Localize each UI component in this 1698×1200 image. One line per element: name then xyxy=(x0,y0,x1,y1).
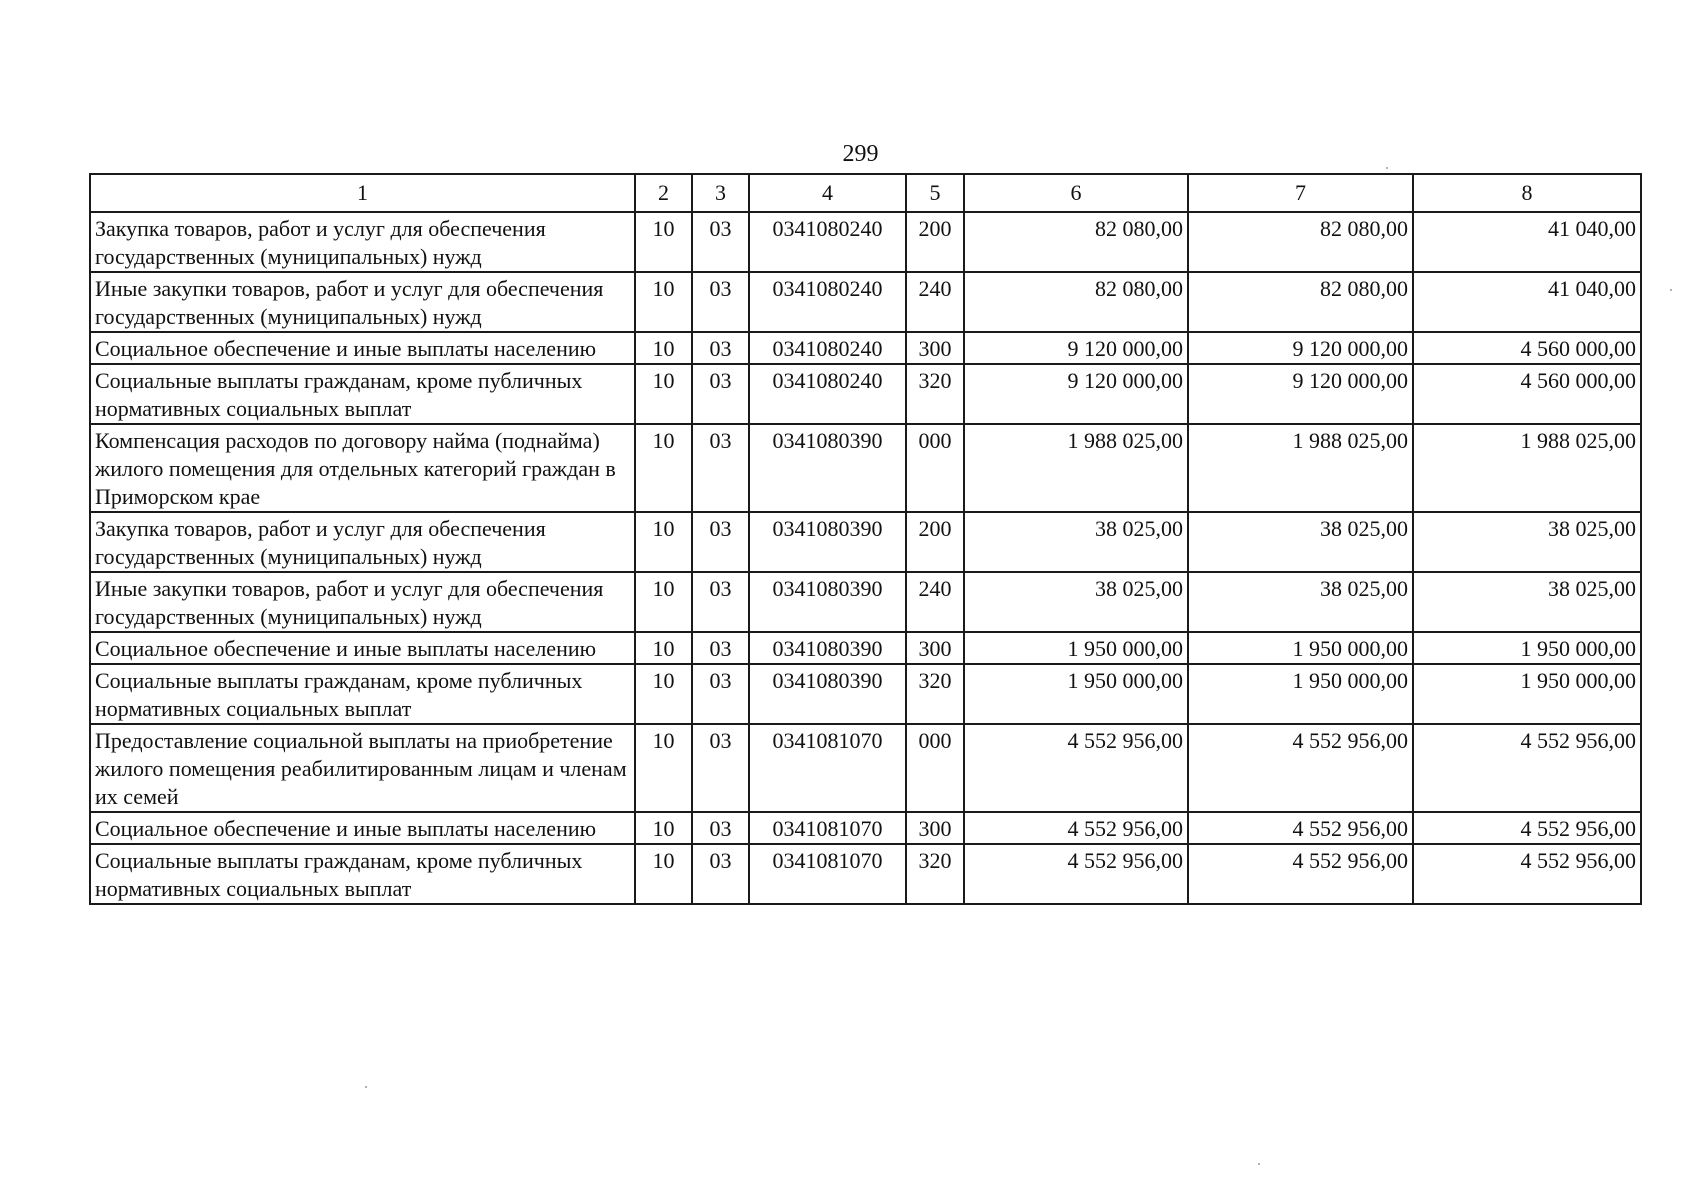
section-cell: 10 xyxy=(635,632,692,664)
section-cell: 10 xyxy=(635,512,692,572)
amount-col7-cell: 38 025,00 xyxy=(1188,512,1413,572)
expense-type-cell: 320 xyxy=(906,844,964,904)
amount-col8-cell: 41 040,00 xyxy=(1413,212,1641,272)
subsection-cell: 03 xyxy=(692,572,749,632)
expense-type-cell: 000 xyxy=(906,424,964,512)
subsection-cell: 03 xyxy=(692,844,749,904)
expense-type-cell: 300 xyxy=(906,812,964,844)
subsection-cell: 03 xyxy=(692,724,749,812)
amount-col8-cell: 4 560 000,00 xyxy=(1413,364,1641,424)
table-row xyxy=(90,332,1641,364)
section-cell: 10 xyxy=(635,572,692,632)
amount-col7-cell: 1 988 025,00 xyxy=(1188,424,1413,512)
row-name-cell: Предоставление социальной выплаты на приобретение жилого помещения реабилитированным лицам и членам их семей xyxy=(90,724,635,812)
table-row xyxy=(90,272,1641,332)
scan-speck xyxy=(1670,289,1672,291)
amount-col6-cell: 9 120 000,00 xyxy=(964,332,1188,364)
table-row xyxy=(90,632,1641,664)
subsection-cell: 03 xyxy=(692,424,749,512)
row-name-cell: Социальное обеспечение и иные выплаты населению xyxy=(90,632,635,664)
expense-type-cell: 320 xyxy=(906,664,964,724)
subsection-cell: 03 xyxy=(692,632,749,664)
amount-col8-cell: 1 950 000,00 xyxy=(1413,664,1641,724)
header-row xyxy=(90,174,1641,212)
section-cell: 10 xyxy=(635,212,692,272)
amount-col7-cell: 82 080,00 xyxy=(1188,272,1413,332)
amount-col8-cell: 38 025,00 xyxy=(1413,512,1641,572)
subsection-cell: 03 xyxy=(692,364,749,424)
amount-col7-cell: 4 552 956,00 xyxy=(1188,724,1413,812)
target-article-cell: 0341080390 xyxy=(749,424,906,512)
amount-col8-cell: 4 560 000,00 xyxy=(1413,332,1641,364)
target-article-cell: 0341081070 xyxy=(749,844,906,904)
amount-col8-cell: 4 552 956,00 xyxy=(1413,812,1641,844)
scan-speck xyxy=(1386,167,1388,169)
amount-col6-cell: 1 988 025,00 xyxy=(964,424,1188,512)
subsection-cell: 03 xyxy=(692,332,749,364)
subsection-cell: 03 xyxy=(692,512,749,572)
section-cell: 10 xyxy=(635,724,692,812)
amount-col7-cell: 38 025,00 xyxy=(1188,572,1413,632)
amount-col6-cell: 1 950 000,00 xyxy=(964,664,1188,724)
expense-type-cell: 300 xyxy=(906,332,964,364)
amount-col6-cell: 4 552 956,00 xyxy=(964,724,1188,812)
subsection-cell: 03 xyxy=(692,212,749,272)
subsection-cell: 03 xyxy=(692,664,749,724)
amount-col6-cell: 82 080,00 xyxy=(964,272,1188,332)
budget-table xyxy=(89,173,1642,905)
target-article-cell: 0341080390 xyxy=(749,572,906,632)
amount-col7-cell: 4 552 956,00 xyxy=(1188,812,1413,844)
target-article-cell: 0341080240 xyxy=(749,272,906,332)
table-row xyxy=(90,572,1641,632)
subsection-cell: 03 xyxy=(692,812,749,844)
target-article-cell: 0341080240 xyxy=(749,364,906,424)
header-cell-1: 1 xyxy=(90,174,635,212)
amount-col7-cell: 9 120 000,00 xyxy=(1188,332,1413,364)
row-name-cell: Иные закупки товаров, работ и услуг для обеспечения государственных (муниципальных) нужд xyxy=(90,272,635,332)
target-article-cell: 0341080240 xyxy=(749,212,906,272)
scan-speck xyxy=(1258,1163,1260,1165)
row-name-cell: Закупка товаров, работ и услуг для обеспечения государственных (муниципальных) нужд xyxy=(90,212,635,272)
amount-col6-cell: 82 080,00 xyxy=(964,212,1188,272)
table-header xyxy=(90,174,1641,212)
amount-col7-cell: 1 950 000,00 xyxy=(1188,664,1413,724)
expense-type-cell: 300 xyxy=(906,632,964,664)
row-name-cell: Закупка товаров, работ и услуг для обеспечения государственных (муниципальных) нужд xyxy=(90,512,635,572)
section-cell: 10 xyxy=(635,272,692,332)
header-cell-8: 8 xyxy=(1413,174,1641,212)
header-cell-4: 4 xyxy=(749,174,906,212)
expense-type-cell: 320 xyxy=(906,364,964,424)
row-name-cell: Социальные выплаты гражданам, кроме публичных нормативных социальных выплат xyxy=(90,844,635,904)
row-name-cell: Социальные выплаты гражданам, кроме публичных нормативных социальных выплат xyxy=(90,664,635,724)
amount-col7-cell: 9 120 000,00 xyxy=(1188,364,1413,424)
subsection-cell: 03 xyxy=(692,272,749,332)
row-name-cell: Социальные выплаты гражданам, кроме публичных нормативных социальных выплат xyxy=(90,364,635,424)
table-row xyxy=(90,364,1641,424)
section-cell: 10 xyxy=(635,424,692,512)
target-article-cell: 0341080390 xyxy=(749,512,906,572)
row-name-cell: Социальное обеспечение и иные выплаты населению xyxy=(90,332,635,364)
expense-type-cell: 200 xyxy=(906,212,964,272)
table-row xyxy=(90,212,1641,272)
target-article-cell: 0341081070 xyxy=(749,724,906,812)
section-cell: 10 xyxy=(635,664,692,724)
amount-col6-cell: 38 025,00 xyxy=(964,512,1188,572)
expense-type-cell: 240 xyxy=(906,572,964,632)
expense-type-cell: 200 xyxy=(906,512,964,572)
header-cell-7: 7 xyxy=(1188,174,1413,212)
target-article-cell: 0341081070 xyxy=(749,812,906,844)
header-cell-3: 3 xyxy=(692,174,749,212)
amount-col8-cell: 4 552 956,00 xyxy=(1413,724,1641,812)
header-cell-6: 6 xyxy=(964,174,1188,212)
section-cell: 10 xyxy=(635,844,692,904)
amount-col8-cell: 41 040,00 xyxy=(1413,272,1641,332)
amount-col6-cell: 4 552 956,00 xyxy=(964,812,1188,844)
target-article-cell: 0341080390 xyxy=(749,664,906,724)
table-row xyxy=(90,844,1641,904)
expense-type-cell: 000 xyxy=(906,724,964,812)
table-row xyxy=(90,812,1641,844)
table-row xyxy=(90,512,1641,572)
target-article-cell: 0341080240 xyxy=(749,332,906,364)
row-name-cell: Социальное обеспечение и иные выплаты населению xyxy=(90,812,635,844)
amount-col8-cell: 38 025,00 xyxy=(1413,572,1641,632)
header-cell-5: 5 xyxy=(906,174,964,212)
amount-col7-cell: 4 552 956,00 xyxy=(1188,844,1413,904)
amount-col8-cell: 4 552 956,00 xyxy=(1413,844,1641,904)
section-cell: 10 xyxy=(635,364,692,424)
header-cell-2: 2 xyxy=(635,174,692,212)
amount-col6-cell: 38 025,00 xyxy=(964,572,1188,632)
amount-col6-cell: 4 552 956,00 xyxy=(964,844,1188,904)
target-article-cell: 0341080390 xyxy=(749,632,906,664)
row-name-cell: Иные закупки товаров, работ и услуг для обеспечения государственных (муниципальных) нужд xyxy=(90,572,635,632)
amount-col7-cell: 82 080,00 xyxy=(1188,212,1413,272)
table-row xyxy=(90,724,1641,812)
amount-col8-cell: 1 988 025,00 xyxy=(1413,424,1641,512)
section-cell: 10 xyxy=(635,332,692,364)
amount-col6-cell: 1 950 000,00 xyxy=(964,632,1188,664)
amount-col6-cell: 9 120 000,00 xyxy=(964,364,1188,424)
scan-speck xyxy=(365,1086,367,1088)
table-body xyxy=(90,212,1641,904)
row-name-cell: Компенсация расходов по договору найма (поднайма) жилого помещения для отдельных категорий граждан в Приморском крае xyxy=(90,424,635,512)
table-row xyxy=(90,664,1641,724)
table-row xyxy=(90,424,1641,512)
amount-col8-cell: 1 950 000,00 xyxy=(1413,632,1641,664)
expense-type-cell: 240 xyxy=(906,272,964,332)
amount-col7-cell: 1 950 000,00 xyxy=(1188,632,1413,664)
section-cell: 10 xyxy=(635,812,692,844)
page-number: 299 xyxy=(842,141,879,167)
